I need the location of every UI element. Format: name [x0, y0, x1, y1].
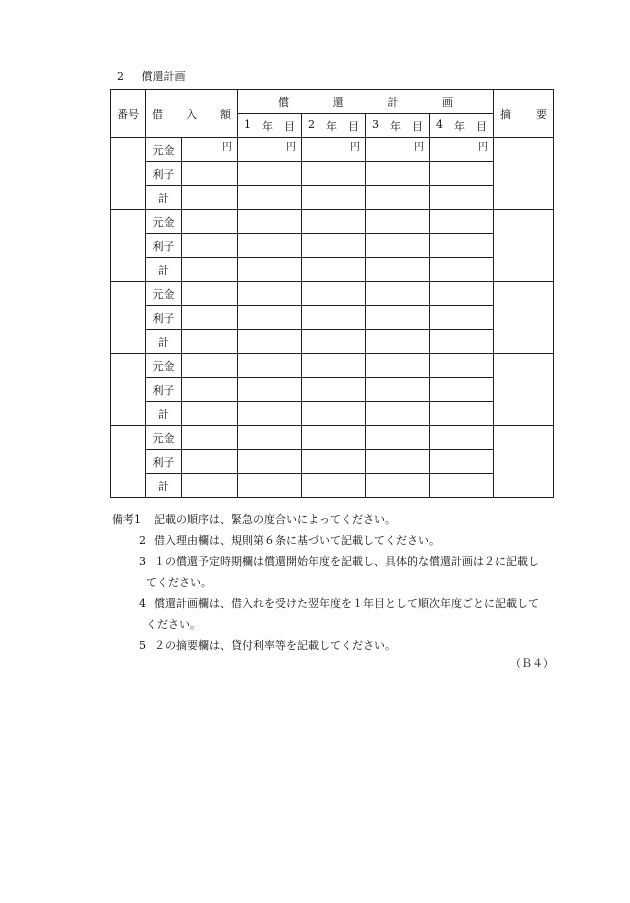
remarks-cell[interactable]: [494, 138, 554, 210]
year-cell[interactable]: [430, 186, 494, 210]
amount-cell[interactable]: [182, 162, 238, 186]
header-char: 還: [332, 95, 344, 109]
year-cell[interactable]: [238, 450, 302, 474]
amount-cell[interactable]: [182, 186, 238, 210]
section-title: 償還計画: [141, 70, 186, 83]
note-number: 2: [139, 534, 146, 547]
amount-cell[interactable]: [182, 402, 238, 426]
year-cell[interactable]: [430, 378, 494, 402]
year-char: 年: [454, 119, 465, 133]
year-cell[interactable]: [430, 330, 494, 354]
row-label: 元金: [146, 210, 182, 234]
year-cell[interactable]: [430, 210, 494, 234]
number-cell[interactable]: [111, 138, 146, 210]
year-cell[interactable]: [302, 282, 366, 306]
remarks-cell[interactable]: [494, 426, 554, 498]
note-item: [112, 551, 572, 593]
notes: [112, 509, 572, 656]
table-row: [111, 234, 554, 258]
year-cell[interactable]: [366, 426, 430, 450]
year-cell[interactable]: [238, 282, 302, 306]
year-cell[interactable]: [302, 354, 366, 378]
header-year-2: [302, 114, 366, 138]
header-char: 償: [278, 95, 289, 109]
note-text: １の償還予定時期欄は償還開始年度を記載し、具体的な償還計画は２に記載し: [154, 555, 539, 568]
year-cell[interactable]: [238, 258, 302, 282]
year-cell[interactable]: [238, 474, 302, 498]
table-row: [111, 162, 554, 186]
year-cell[interactable]: [302, 426, 366, 450]
row-label: 元金: [146, 354, 182, 378]
year-cell[interactable]: [238, 330, 302, 354]
amount-cell[interactable]: [182, 474, 238, 498]
year-cell[interactable]: [430, 450, 494, 474]
number-cell[interactable]: [111, 354, 146, 426]
year-cell[interactable]: 円: [238, 138, 302, 162]
row-label: 元金: [146, 282, 182, 306]
year-cell[interactable]: [366, 378, 430, 402]
year-cell[interactable]: [238, 378, 302, 402]
year-cell[interactable]: [366, 162, 430, 186]
year-char: 4: [436, 117, 443, 131]
year-cell[interactable]: [430, 258, 494, 282]
amount-cell[interactable]: [182, 258, 238, 282]
header-char: 摘: [500, 107, 511, 121]
year-cell[interactable]: [366, 186, 430, 210]
year-cell[interactable]: [430, 474, 494, 498]
year-cell[interactable]: [430, 234, 494, 258]
amount-cell[interactable]: [182, 354, 238, 378]
note-number: 4: [139, 597, 146, 610]
table-row: [111, 450, 554, 474]
year-cell[interactable]: [366, 210, 430, 234]
year-cell[interactable]: [430, 426, 494, 450]
number-cell[interactable]: [111, 282, 146, 354]
year-char: 1: [244, 117, 251, 131]
year-char: 3: [372, 117, 379, 131]
year-cell[interactable]: [366, 282, 430, 306]
row-label: 利子: [146, 378, 182, 402]
note-item: [112, 635, 572, 656]
note-text-continued: てください。: [146, 576, 212, 589]
year-cell[interactable]: [302, 258, 366, 282]
year-cell[interactable]: [302, 450, 366, 474]
note-item: [112, 509, 572, 530]
year-cell[interactable]: [238, 354, 302, 378]
row-label: 計: [146, 186, 182, 210]
year-cell[interactable]: [366, 450, 430, 474]
year-cell[interactable]: [302, 210, 366, 234]
year-cell[interactable]: 円: [430, 138, 494, 162]
table-row: [111, 354, 554, 378]
header-char: 額: [220, 107, 231, 121]
paper-size-label: （Ｂ４）: [510, 657, 554, 670]
number-cell[interactable]: [111, 210, 146, 282]
year-cell[interactable]: [430, 354, 494, 378]
year-cell[interactable]: [302, 378, 366, 402]
year-cell[interactable]: [238, 186, 302, 210]
note-text: 記載の順序は、緊急の度合いによってください。: [154, 513, 396, 526]
year-cell[interactable]: [302, 306, 366, 330]
header-char: 入: [186, 107, 197, 121]
row-label: 利子: [146, 162, 182, 186]
year-cell[interactable]: [366, 234, 430, 258]
table-row: [111, 426, 554, 450]
year-cell[interactable]: [430, 162, 494, 186]
header-year-4: [430, 114, 494, 138]
year-cell[interactable]: [366, 474, 430, 498]
year-cell[interactable]: [238, 162, 302, 186]
note-text: 借入理由欄は、規則第６条に基づいて記載してください。: [154, 534, 440, 547]
header-remarks: [494, 90, 554, 138]
note-text-continued: ください。: [146, 618, 201, 631]
note-number: 5: [139, 639, 146, 652]
table-row: [111, 138, 554, 162]
note-item: [112, 530, 572, 551]
note-text: ２の摘要欄は、貸付利率等を記載してください。: [154, 639, 396, 652]
row-label: 計: [146, 258, 182, 282]
row-label: 計: [146, 474, 182, 498]
remarks-cell[interactable]: [494, 210, 554, 282]
amount-cell[interactable]: [182, 378, 238, 402]
year-cell[interactable]: [302, 330, 366, 354]
repayment-plan-table: [110, 89, 554, 498]
year-cell[interactable]: [302, 474, 366, 498]
amount-cell[interactable]: [182, 426, 238, 450]
year-cell[interactable]: [366, 258, 430, 282]
table-row: [111, 378, 554, 402]
row-label: 計: [146, 402, 182, 426]
amount-cell[interactable]: [182, 210, 238, 234]
amount-cell[interactable]: [182, 234, 238, 258]
year-cell[interactable]: [238, 402, 302, 426]
table-row: [111, 258, 554, 282]
year-cell[interactable]: [238, 210, 302, 234]
note-text: 償還計画欄は、借入れを受けた翌年度を１年目として順次年度ごとに記載して: [154, 597, 539, 610]
row-label: 利子: [146, 450, 182, 474]
note-item: [112, 593, 572, 635]
year-cell[interactable]: [238, 306, 302, 330]
year-char: 年: [262, 119, 273, 133]
year-cell[interactable]: 円: [366, 138, 430, 162]
row-label: 元金: [146, 138, 182, 162]
section-heading: [117, 68, 200, 84]
amount-cell[interactable]: [182, 306, 238, 330]
table-row: [111, 474, 554, 498]
year-cell[interactable]: [302, 162, 366, 186]
header-plan: [238, 90, 494, 114]
header-year-3: [366, 114, 430, 138]
section-number: 2: [117, 70, 124, 83]
note-number: 3: [139, 555, 146, 568]
year-char: 目: [348, 119, 359, 133]
year-cell[interactable]: [430, 282, 494, 306]
table-row: [111, 210, 554, 234]
table-row: [111, 306, 554, 330]
row-label: 元金: [146, 426, 182, 450]
row-label: 計: [146, 330, 182, 354]
row-label: 利子: [146, 306, 182, 330]
year-char: 年: [390, 119, 401, 133]
year-cell[interactable]: [366, 306, 430, 330]
year-cell[interactable]: [302, 234, 366, 258]
year-char: 年: [326, 119, 337, 133]
header-number: 番号: [111, 90, 146, 138]
amount-cell[interactable]: [182, 450, 238, 474]
number-cell[interactable]: [111, 426, 146, 498]
header-char: 画: [441, 95, 453, 109]
table-row: [111, 186, 554, 210]
year-cell[interactable]: [366, 354, 430, 378]
note-number: 備考1: [112, 513, 141, 526]
remarks-cell[interactable]: [494, 282, 554, 354]
year-cell[interactable]: [366, 330, 430, 354]
remarks-cell[interactable]: [494, 354, 554, 426]
table-row: [111, 330, 554, 354]
year-cell[interactable]: [430, 306, 494, 330]
header-char: 計: [387, 95, 399, 109]
year-char: 2: [308, 117, 315, 131]
year-cell[interactable]: [302, 186, 366, 210]
table-row: [111, 402, 554, 426]
year-char: 目: [412, 119, 423, 133]
amount-cell[interactable]: [182, 330, 238, 354]
year-cell[interactable]: [302, 402, 366, 426]
row-label: 利子: [146, 234, 182, 258]
header-char: 要: [536, 107, 547, 121]
header-year-1: [238, 114, 302, 138]
amount-cell[interactable]: 円: [182, 138, 238, 162]
amount-cell[interactable]: [182, 282, 238, 306]
year-cell[interactable]: [366, 402, 430, 426]
year-char: 目: [476, 119, 487, 133]
table-row: [111, 282, 554, 306]
year-cell[interactable]: [430, 402, 494, 426]
year-cell[interactable]: [238, 234, 302, 258]
year-cell[interactable]: [238, 426, 302, 450]
header-amount: [146, 90, 238, 138]
year-char: 目: [284, 119, 295, 133]
year-cell[interactable]: 円: [302, 138, 366, 162]
header-char: 借: [152, 107, 163, 121]
